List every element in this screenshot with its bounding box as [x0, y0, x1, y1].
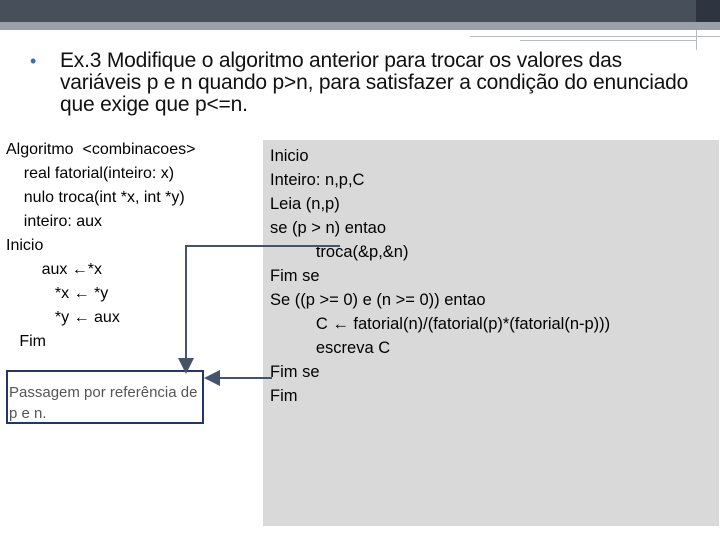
- code-line: Fim: [270, 387, 298, 405]
- code-line: inteiro: aux: [6, 213, 103, 230]
- code-line: *x ← *y: [6, 285, 109, 302]
- bullet-dot-icon: •: [30, 51, 37, 71]
- code-line: Inteiro: n,p,C: [270, 171, 365, 189]
- code-line: nulo troca(int *x, int *y): [6, 189, 185, 206]
- code-line: Algoritmo <combinacoes>: [6, 141, 196, 158]
- code-line: Se ((p >= 0) e (n >= 0)) entao: [270, 291, 486, 309]
- arrow-to-note: [186, 246, 340, 370]
- code-line: Fim se: [270, 267, 320, 285]
- code-line: C ← fatorial(n)/(fatorial(p)*(fatorial(n-p))): [270, 315, 611, 333]
- code-line: Leia (n,p): [270, 195, 340, 213]
- code-line: escreva C: [270, 339, 391, 357]
- code-line: real fatorial(inteiro: x): [6, 165, 175, 182]
- code-line: se (p > n) entao: [270, 219, 387, 237]
- code-line: Fim: [6, 333, 46, 350]
- code-line: Inicio: [6, 237, 44, 254]
- code-line: Inicio: [270, 147, 309, 165]
- reference-note-text: Passagem por referência de p e n.: [9, 384, 198, 422]
- code-line: troca(&p,&n): [270, 243, 409, 261]
- code-line: aux ←*x: [6, 261, 103, 278]
- code-line: Fim se: [270, 363, 320, 381]
- instruction-text: Ex.3 Modifique o algoritmo anterior para trocar os valores das variáveis p e n quando p>n, para satisfazer a condição do enunciado que exige que p<=n.: [60, 49, 689, 116]
- code-line: *y ← aux: [6, 309, 120, 326]
